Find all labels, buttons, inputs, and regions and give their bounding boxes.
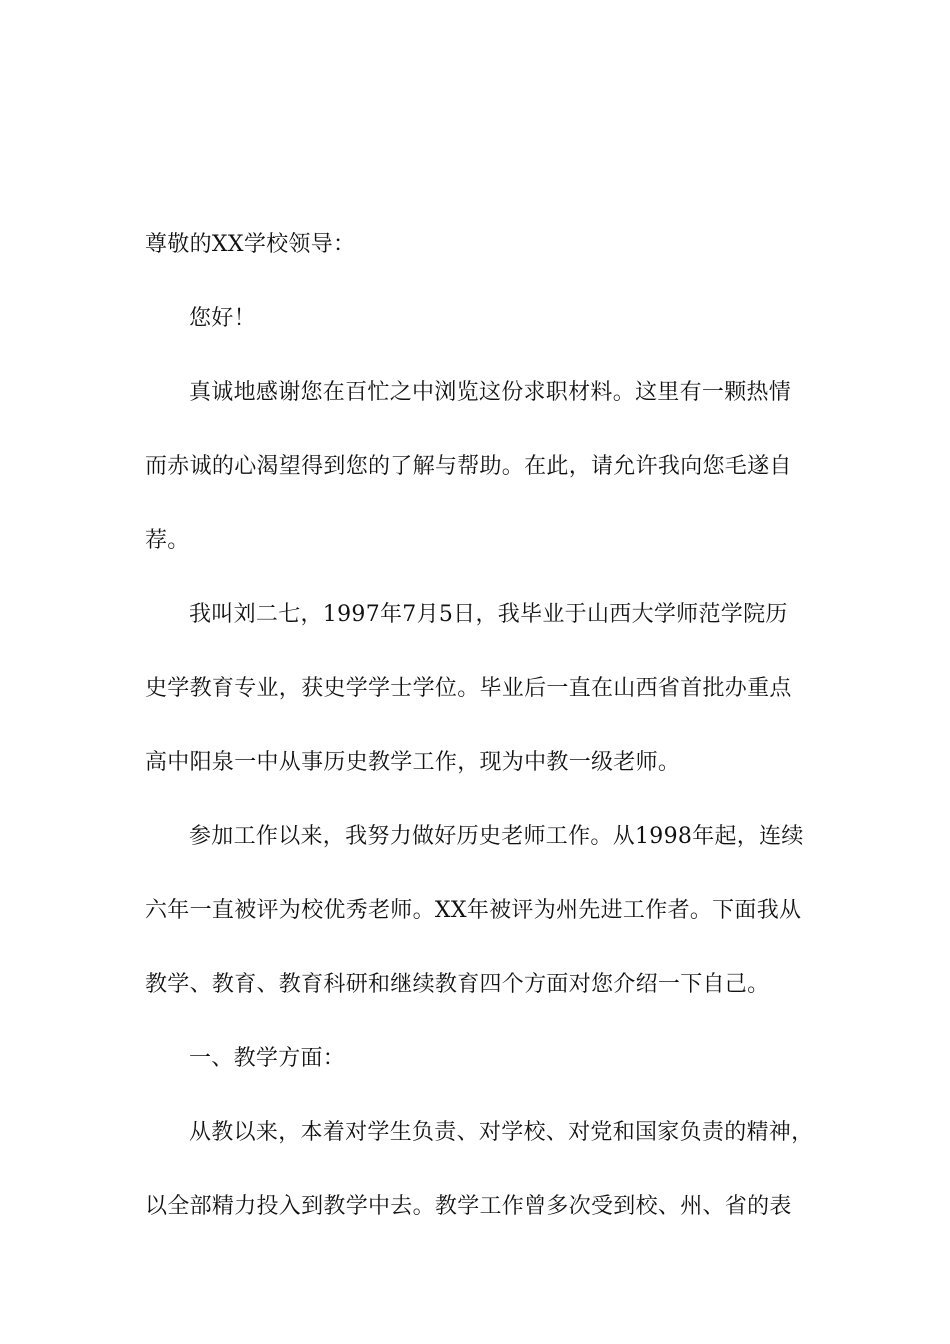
paragraph-line: 真诚地感谢您在百忙之中浏览这份求职材料。这里有一颗热情 <box>189 380 792 405</box>
paragraph-line: 我叫刘二七，1997年7月5日，我毕业于山西大学师范学院历 <box>189 602 788 627</box>
greeting: 您好！ <box>189 306 256 331</box>
paragraph-line: 而赤诚的心渴望得到您的了解与帮助。在此，请允许我向您毛遂自 <box>145 454 792 479</box>
section-heading: 一、教学方面： <box>189 1046 346 1071</box>
paragraph-line: 以全部精力投入到教学中去。教学工作曾多次受到校、州、省的表 <box>145 1194 792 1219</box>
paragraph-line: 史学教育专业，获史学学士学位。毕业后一直在山西省首批办重点 <box>145 676 792 701</box>
paragraph-line: 教学、教育、教育科研和继续教育四个方面对您介绍一下自己。 <box>145 972 770 997</box>
letter-body <box>145 208 814 1244</box>
salutation: 尊敬的XX学校领导： <box>145 232 356 257</box>
paragraph-line: 参加工作以来，我努力做好历史老师工作。从1998年起，连续 <box>189 824 804 849</box>
paragraph-line: 荐。 <box>145 528 190 553</box>
paragraph-line: 六年一直被评为校优秀老师。XX年被评为州先进工作者。下面我从 <box>145 898 802 923</box>
paragraph-line: 高中阳泉一中从事历史教学工作，现为中教一级老师。 <box>145 750 681 775</box>
paragraph-line: 从教以来，本着对学生负责、对学校、对党和国家负责的精神， <box>189 1120 814 1145</box>
